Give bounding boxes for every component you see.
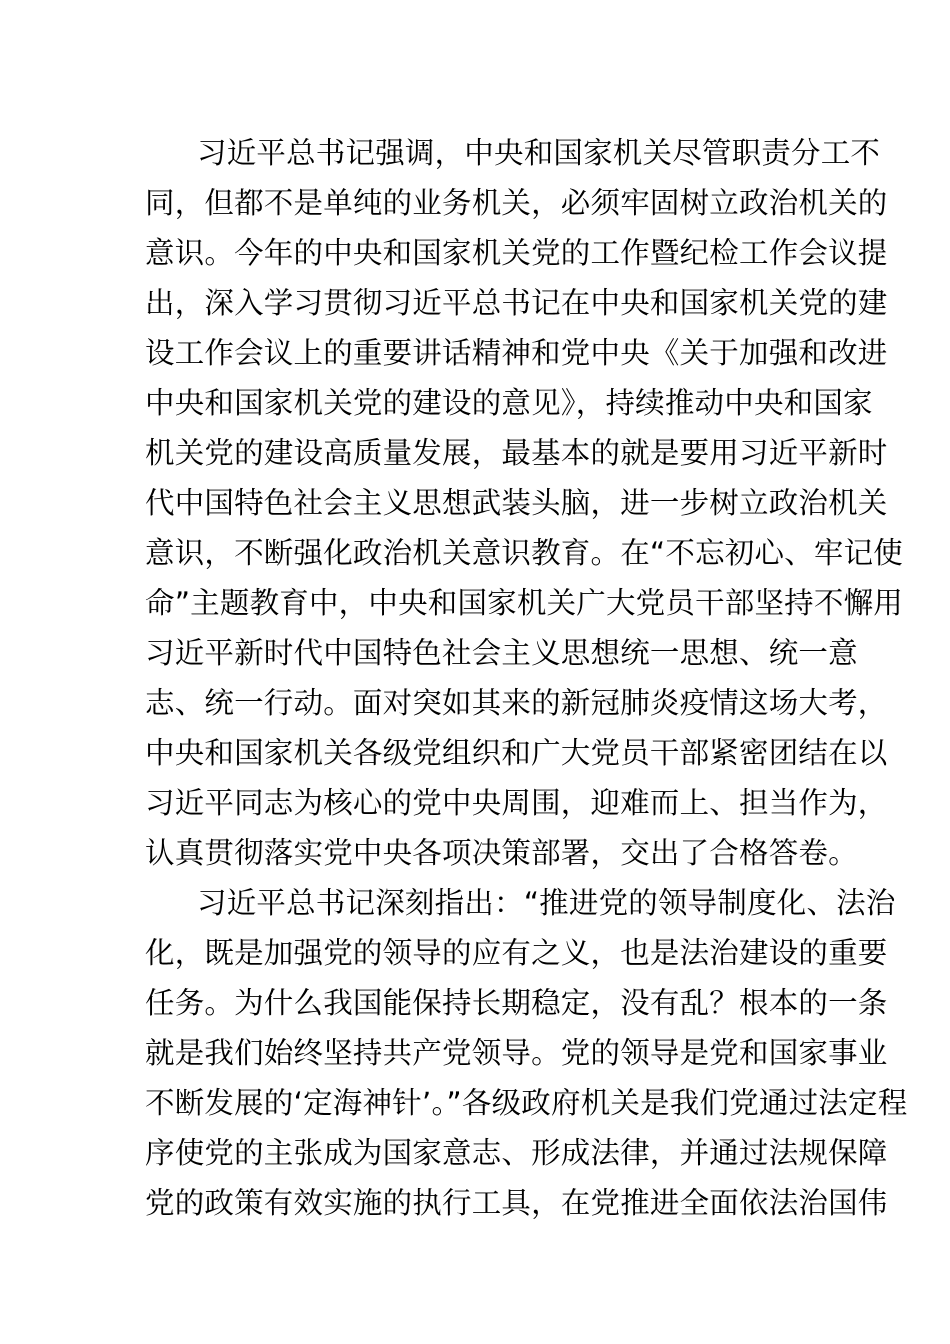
paragraph-line: 志、统一行动。面对突如其来的新冠肺炎疫情这场大考，	[145, 686, 888, 720]
paragraph-line: 设工作会议上的重要讲话精神和党中央《关于加强和改进	[145, 336, 888, 370]
paragraph-line: 习近平总书记深刻指出：“推进党的领导制度化、法治	[197, 886, 896, 920]
paragraph-line: 命”主题教育中，中央和国家机关广大党员干部坚持不懈用	[145, 586, 903, 620]
paragraph-line: 机关党的建设高质量发展，最基本的就是要用习近平新时	[145, 436, 888, 470]
paragraph-line: 代中国特色社会主义思想武装头脑，进一步树立政治机关	[145, 486, 888, 520]
paragraph-line: 意识，不断强化政治机关意识教育。在“不忘初心、牢记使	[145, 536, 903, 570]
paragraph-line: 不断发展的‘定海神针’。”各级政府机关是我们党通过法定程	[145, 1086, 908, 1120]
paragraph-line: 习近平同志为核心的党中央周围，迎难而上、担当作为，	[145, 786, 888, 820]
paragraph-line: 习近平总书记强调，中央和国家机关尽管职责分工不	[197, 136, 881, 170]
paragraph-2	[145, 878, 908, 1228]
paragraph-line: 序使党的主张成为国家意志、形成法律，并通过法规保障	[145, 1136, 888, 1170]
paragraph-line: 意识。今年的中央和国家机关党的工作暨纪检工作会议提	[145, 236, 888, 270]
paragraph-line: 任务。为什么我国能保持长期稳定，没有乱？根本的一条	[145, 986, 888, 1020]
paragraph-1	[145, 128, 903, 878]
document-body	[145, 128, 908, 1228]
paragraph-line: 习近平新时代中国特色社会主义思想统一思想、统一意	[145, 636, 858, 670]
paragraph-line: 化，既是加强党的领导的应有之义，也是法治建设的重要	[145, 936, 888, 970]
paragraph-line: 出，深入学习贯彻习近平总书记在中央和国家机关党的建	[145, 286, 888, 320]
paragraph-line: 认真贯彻落实党中央各项决策部署，交出了合格答卷。	[145, 836, 858, 870]
paragraph-line: 中央和国家机关党的建设的意见》，持续推动中央和国家	[145, 386, 873, 420]
paragraph-line: 就是我们始终坚持共产党领导。党的领导是党和国家事业	[145, 1036, 888, 1070]
paragraph-line: 党的政策有效实施的执行工具，在党推进全面依法治国伟	[145, 1186, 888, 1220]
paragraph-line: 中央和国家机关各级党组织和广大党员干部紧密团结在以	[145, 736, 888, 770]
paragraph-line: 同，但都不是单纯的业务机关，必须牢固树立政治机关的	[145, 186, 888, 220]
